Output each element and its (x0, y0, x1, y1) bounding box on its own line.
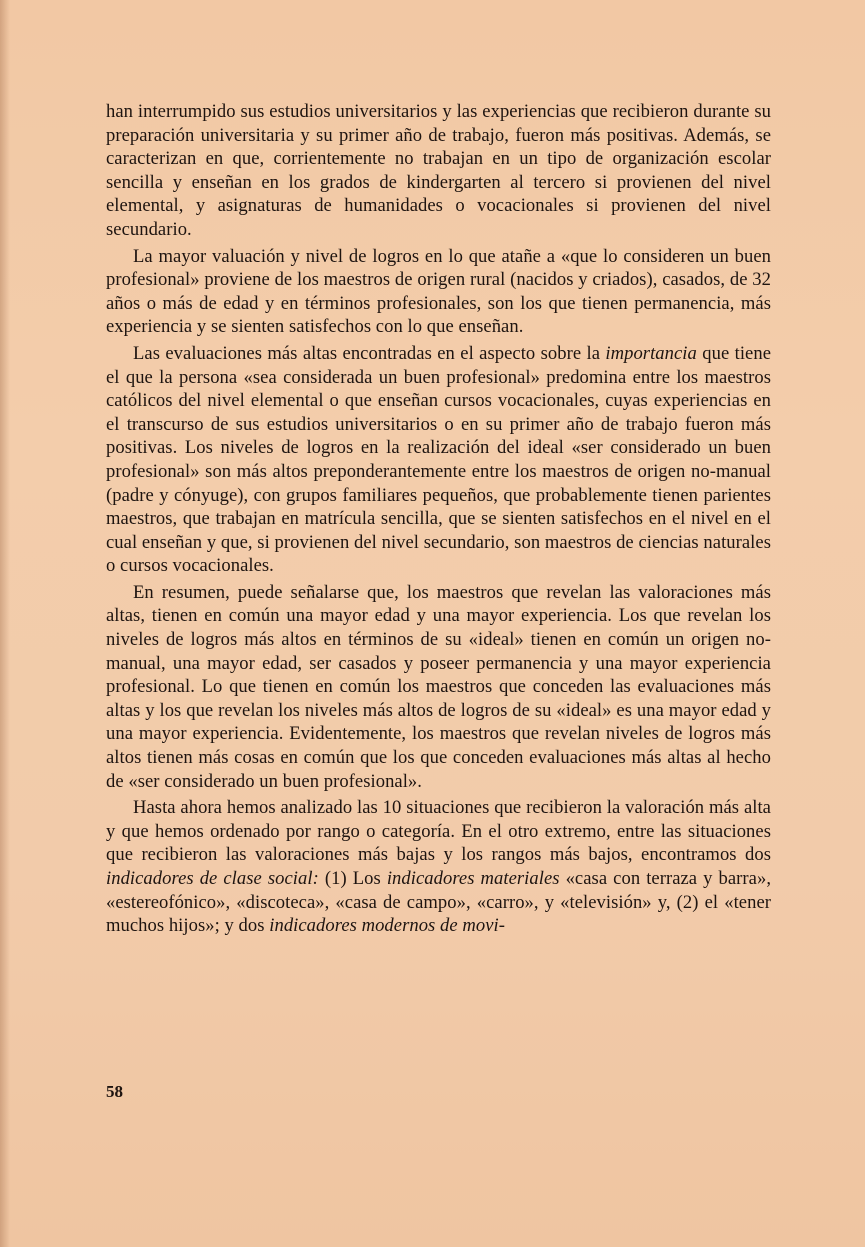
text-segment-italic: indicadores materiales (386, 868, 560, 889)
text-segment-italic: indicadores modernos de movi- (269, 915, 505, 937)
text-segment: Hasta ahora hemos analizado las 10 situaciones que recibieron la valoración más alta y que hemos ordenado por rango o categoría. En el otro extremo, entre las situaciones que recibieron las valoraciones más bajas y los rangos más bajos, encontramos dos (106, 797, 771, 866)
paragraph (106, 245, 771, 339)
text-segment: han interrumpido sus estudios universitarios y las experiencias que recibieron durante su preparación universitaria y su primer año de trabajo, fueron más positivas. Además, se caracterizan en que, corrientemente no trabajan en un tipo de organización escolar sencilla y enseñan en los grados de kindergarten al tercero si provienen del nivel elemental, y asignaturas de humanidades o vocacionales si provienen del nivel secundario. (106, 101, 771, 240)
text-segment-italic: importancia (605, 342, 697, 364)
text-segment: «casa con terraza y barra», «estereofónico», «discoteca», «casa de campo», «carro», y «televisión» y, (2) el «tener muchos hijos»; y dos (106, 868, 772, 937)
page-number: 58 (106, 1082, 123, 1101)
text-segment: que tiene el que la persona «sea considerada un buen profesional» predomina entre los maestros católicos del nivel elemental o que enseñan cursos vocacionales, cuyas experiencias en el transcurso de sus estudios universitarios o en su primer año de trabajo fueron más positivas. Los niveles de logros en la realización del ideal «ser considerado un buen profesional» son más altos preponderantemente entre los maestros de origen no-manual (padre y cónyuge), con grupos familiares pequeños, que probablemente tienen parientes maestros, que trabajan en matrícula sencilla, que se sienten satisfechos en el nivel en el cual enseñan y que, si provienen del nivel secundario, son maestros de ciencias naturales o cursos vocacionales. (106, 342, 771, 577)
paragraph (106, 100, 771, 242)
text-segment-italic: indicadores de clase social: (106, 868, 319, 889)
text-segment: En resumen, puede señalarse que, los maestros que revelan las valoraciones más altas, tienen en común una mayor edad y una mayor experiencia. Los que revelan los niveles de logros más altos en términos de su «ideal» tienen en común un origen no-manual, una mayor edad, ser casados y poseer permanencia y una mayor experiencia profesional. Lo que tienen en común los maestros que conceden las evaluaciones más altas y los que revelan los niveles más altos de logros de su «ideal» es una mayor edad y una mayor experiencia. Evidentemente, los maestros que revelan niveles de logros más altos tienen más cosas en común que los que conceden evaluaciones más altas al hecho de «ser considerado un buen profesional». (106, 581, 771, 792)
page-edge-shadow (0, 0, 10, 1247)
paragraph (106, 796, 771, 938)
text-segment: La mayor valuación y nivel de logros en lo que atañe a «que lo consideren un buen profesional» proviene de los maestros de origen rural (nacidos y criados), casados, de 32 años o más de edad y en términos profesionales, son los que tienen permanencia, más experiencia y se sienten satisfechos con lo que enseñan. (106, 245, 771, 338)
paragraph (106, 581, 771, 793)
text-segment: (1) Los (318, 868, 387, 889)
text-segment: Las evaluaciones más altas encontradas en el aspecto sobre la (133, 342, 606, 364)
body-text (106, 100, 771, 941)
paragraph (106, 342, 771, 578)
